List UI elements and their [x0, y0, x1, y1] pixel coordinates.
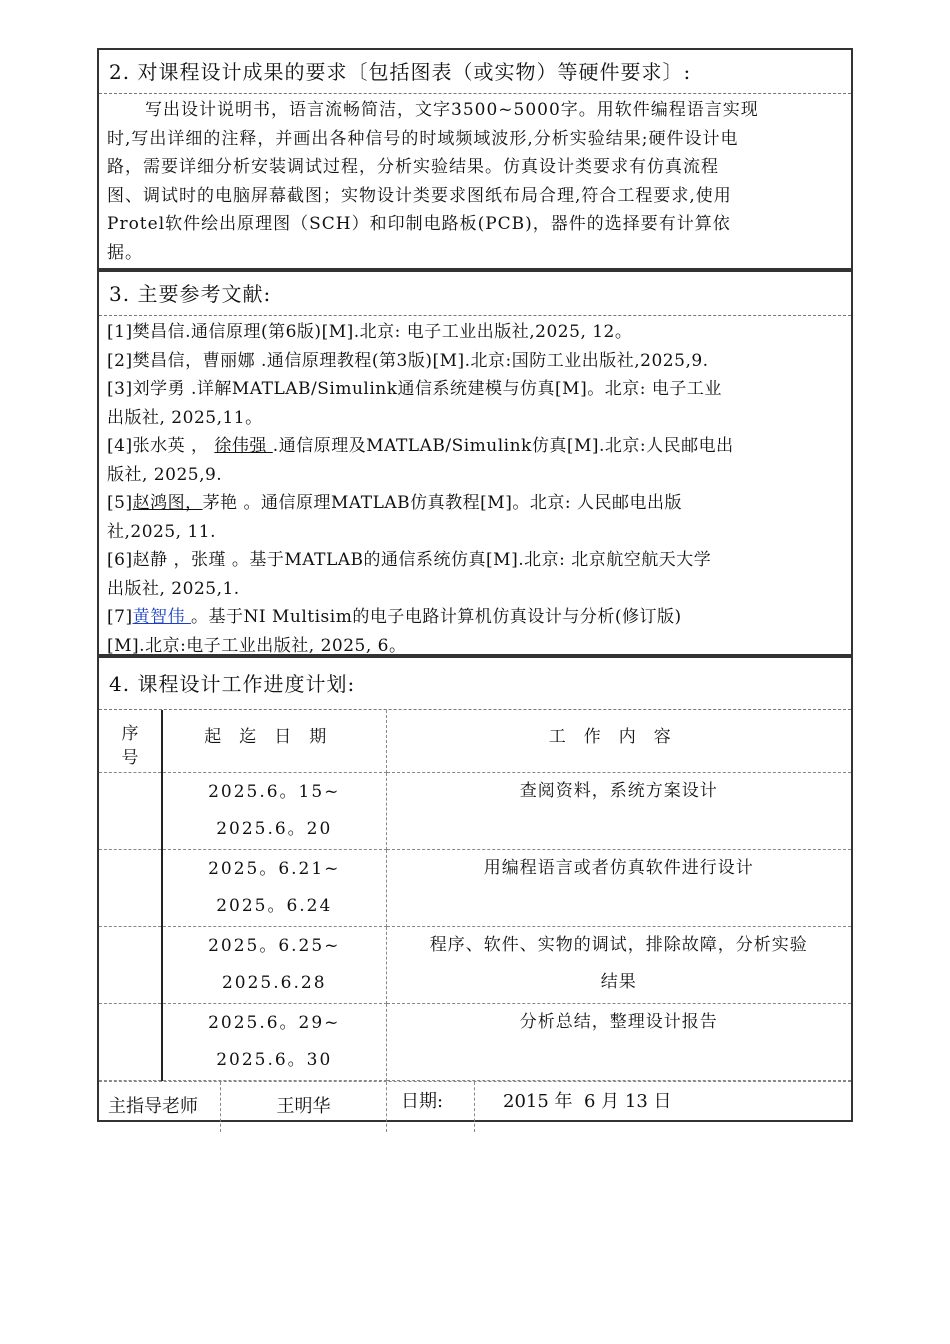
reference-item: [6]赵静 ，张瑾 。基于MATLAB的通信系统仿真[M].北京: 北京航空航天大学 [107, 550, 712, 570]
signature-row [99, 1081, 851, 1132]
date-cell: 2025.6。15~ 2025.6。20 [162, 772, 386, 849]
table-header-row [99, 710, 851, 772]
work-cell: 程序、软件、实物的调试，排除故障，分析实验 结果 [386, 926, 851, 1003]
table-row [99, 849, 851, 926]
date-cell: 2025。6.21~ 2025。6.24 [162, 849, 386, 926]
requirements-paragraph [99, 94, 851, 271]
paragraph-line: 路，需要详细分析安装调试过程，分析实验结果。仿真设计类要求有仿真流程 [107, 157, 719, 177]
table-row [99, 1003, 851, 1080]
underlined-author: 徐伟强 [214, 436, 273, 456]
date-cell: 2025.6。29~ 2025.6。30 [162, 1003, 386, 1080]
work-cell: 分析总结，整理设计报告 [386, 1003, 851, 1080]
reference-item-cont: 社,2025, 11. [107, 521, 217, 542]
col-header-date: 起迄日期 [162, 710, 386, 772]
col-header-no: 序 号 [99, 710, 162, 772]
paragraph-line: 写出设计说明书，语言流畅简洁，文字3500~5000字。用软件编程语言实现 [145, 100, 759, 120]
date-label: 日期: [387, 1082, 475, 1132]
section-heading: 4. 课程设计工作进度计划: [99, 658, 851, 710]
row-no-cell [99, 926, 162, 1003]
col-header-work: 工作内容 [386, 710, 851, 772]
teacher-label: 主指导老师 [99, 1082, 221, 1132]
section-heading: 3. 主要参考文献: [99, 272, 851, 316]
row-no-cell [99, 849, 162, 926]
reference-item-cont: [M].北京:电子工业出版社, 2025, 6。 [107, 635, 407, 656]
row-no-cell [99, 1003, 162, 1080]
section-schedule [97, 656, 853, 1122]
paragraph-line: 据。 [107, 242, 143, 263]
paragraph-line: 时,写出详细的注释，并画出各种信号的时域频域波形,分析实验结果;硬件设计电 [107, 128, 739, 149]
section-references [97, 270, 853, 656]
reference-item-cont: 出版社, 2025,1. [107, 578, 240, 599]
paragraph-line: Protel软件绘出原理图（SCH）和印制电路板(PCB)，器件的选择要有计算依 [107, 214, 731, 234]
section-requirements [97, 48, 853, 270]
date-cell: 2025。6.25~ 2025.6.28 [162, 926, 386, 1003]
reference-item: [7]黄智伟 。基于NI Multisim的电子电路计算机仿真设计与分析(修订版) [107, 607, 682, 627]
work-cell: 用编程语言或者仿真软件进行设计 [386, 849, 851, 926]
reference-item: [5]赵鸿图，茅艳 。通信原理MATLAB仿真教程[M]。北京: 人民邮电出版 [107, 493, 682, 513]
reference-item-cont: 版社, 2025,9. [107, 464, 223, 485]
row-no-cell [99, 772, 162, 849]
paragraph-line: 图、调试时的电脑屏幕截图；实物设计类要求图纸布局合理,符合工程要求,使用 [107, 185, 732, 206]
table-row [99, 926, 851, 1003]
work-cell: 查阅资料，系统方案设计 [386, 772, 851, 849]
teacher-name: 王明华 [221, 1082, 387, 1132]
reference-item: [1]樊昌信.通信原理(第6版)[M].北京: 电子工业出版社,2025, 12。 [107, 322, 633, 342]
reference-list [99, 316, 851, 664]
table-row [99, 772, 851, 849]
underlined-author: 赵鸿图， [132, 493, 203, 513]
section-heading: 2. 对课程设计成果的要求〔包括图表（或实物）等硬件要求〕: [99, 50, 851, 94]
task-document [97, 48, 853, 1122]
reference-item: [2]樊昌信，曹丽娜 .通信原理教程(第3版)[M].北京:国防工业出版社,2025,9. [107, 350, 709, 371]
author-hyperlink[interactable]: 黄智伟 [132, 607, 191, 627]
reference-item: [4]张水英 ， 徐伟强 .通信原理及MATLAB/Simulink仿真[M].北京:人民邮电出 [107, 436, 734, 456]
date-value: 2015 年 6 月 13 日 [503, 1090, 672, 1112]
reference-item-cont: 出版社, 2025,11。 [107, 407, 263, 428]
schedule-table [99, 710, 851, 1081]
reference-item: [3]刘学勇 .详解MATLAB/Simulink通信系统建模与仿真[M]。北京: 电子工业 [107, 379, 722, 399]
